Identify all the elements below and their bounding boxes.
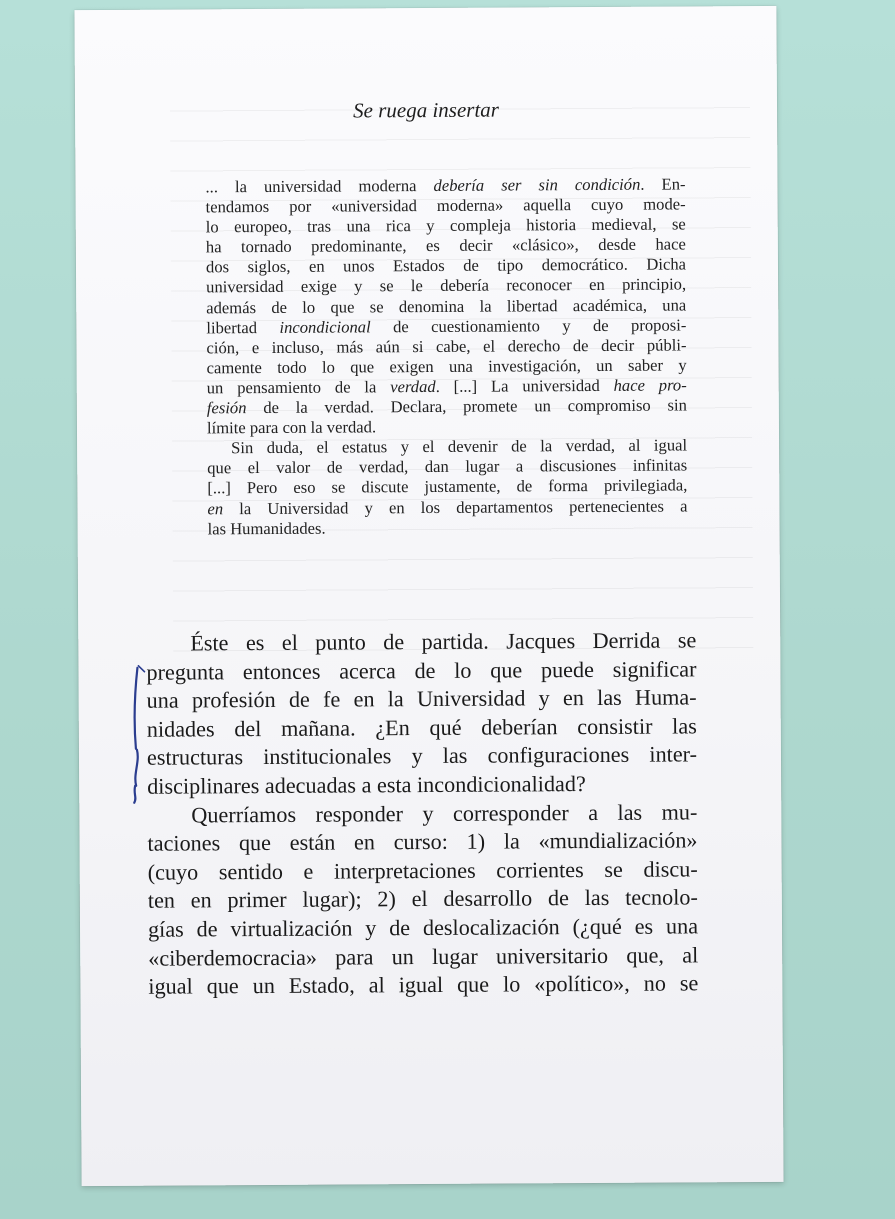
text-line: un pensamiento de la verdad. [...] La universidad hace pro- [206,375,687,398]
text-line: que el valor de verdad, dan lugar a discusiones infinitas [207,455,688,478]
text-line: universidad exige y se le debería reconocer en principio, [206,274,687,297]
text-line: Querríamos responder y corresponder a las mu- [191,798,698,828]
quote-paragraph-2 [207,436,688,539]
text-line: ción, e incluso, más aún si cabe, el derecho de decir públi- [206,335,687,358]
text-line: ten en primer lugar); 2) el desarrollo de las tecnolo- [147,884,698,914]
text-line: además de lo que se denomina la libertad académica, una [206,294,687,317]
text-line: taciones que están en curso: 1) la «mundialización» [147,827,698,856]
text-line: dos siglos, en unos Estados de tipo democrático. Dicha [205,254,687,277]
body-paragraph-1 [146,626,697,801]
text-line: [...] Pero eso se discute justamente, de forma privilegiada, [207,475,688,498]
text-line: ... la universidad moderna debería ser sin condición. En- [205,174,686,197]
text-line: (cuyo sentido e interpretaciones corrientes se discu- [147,856,698,885]
main-text [146,626,698,1001]
text-line: una profesión de fe en la Universidad y en las Huma- [146,684,697,713]
text-line: Éste es el punto de partida. Jacques Derrida se [190,627,697,656]
text-line: lo europeo, tras una rica y compleja historia medieval, se [205,214,686,237]
text-line: gías de virtualización y de deslocalización (¿qué es una [147,913,699,942]
book-page [74,6,783,1186]
text-line: «ciberdemocracia» para un lugar universitario que, al [148,941,699,971]
text-line: ha tornado predominante, es decir «clásico», desde hace [205,234,686,257]
text-line: disciplinares adecuadas a esta incondicionalidad? [147,771,586,799]
text-line: pregunta entonces acerca de lo que puede significar [146,655,697,685]
text-line: límite para con la verdad. [206,417,377,438]
text-line: estructuras institucionales y las configuraciones inter- [146,741,698,771]
epigraph-quote [205,174,687,539]
text-line: camente todo lo que exigen una investigación, un saber y [206,355,687,378]
text-line: en la Universidad y en los departamentos pertenecientes a [207,495,688,518]
text-line: nidades del mañana. ¿En qué deberían consistir las [146,713,697,742]
text-line: Sin duda, el estatus y el devenir de la verdad, al igual [231,435,688,458]
text-line: igual que un Estado, al igual que lo «político», no se [148,970,699,999]
body-paragraph-2 [147,798,698,1002]
text-line: libertad incondicional de cuestionamiento y de proposi- [206,315,687,338]
text-line: las Humanidades. [207,518,326,538]
text-line: fesión de la verdad. Declara, promete un compromiso sin [206,395,687,418]
running-head: Se ruega insertar [353,97,500,123]
text-line: tendamos por «universidad moderna» aquella cuyo mode- [205,194,686,217]
quote-paragraph-1 [205,174,687,438]
